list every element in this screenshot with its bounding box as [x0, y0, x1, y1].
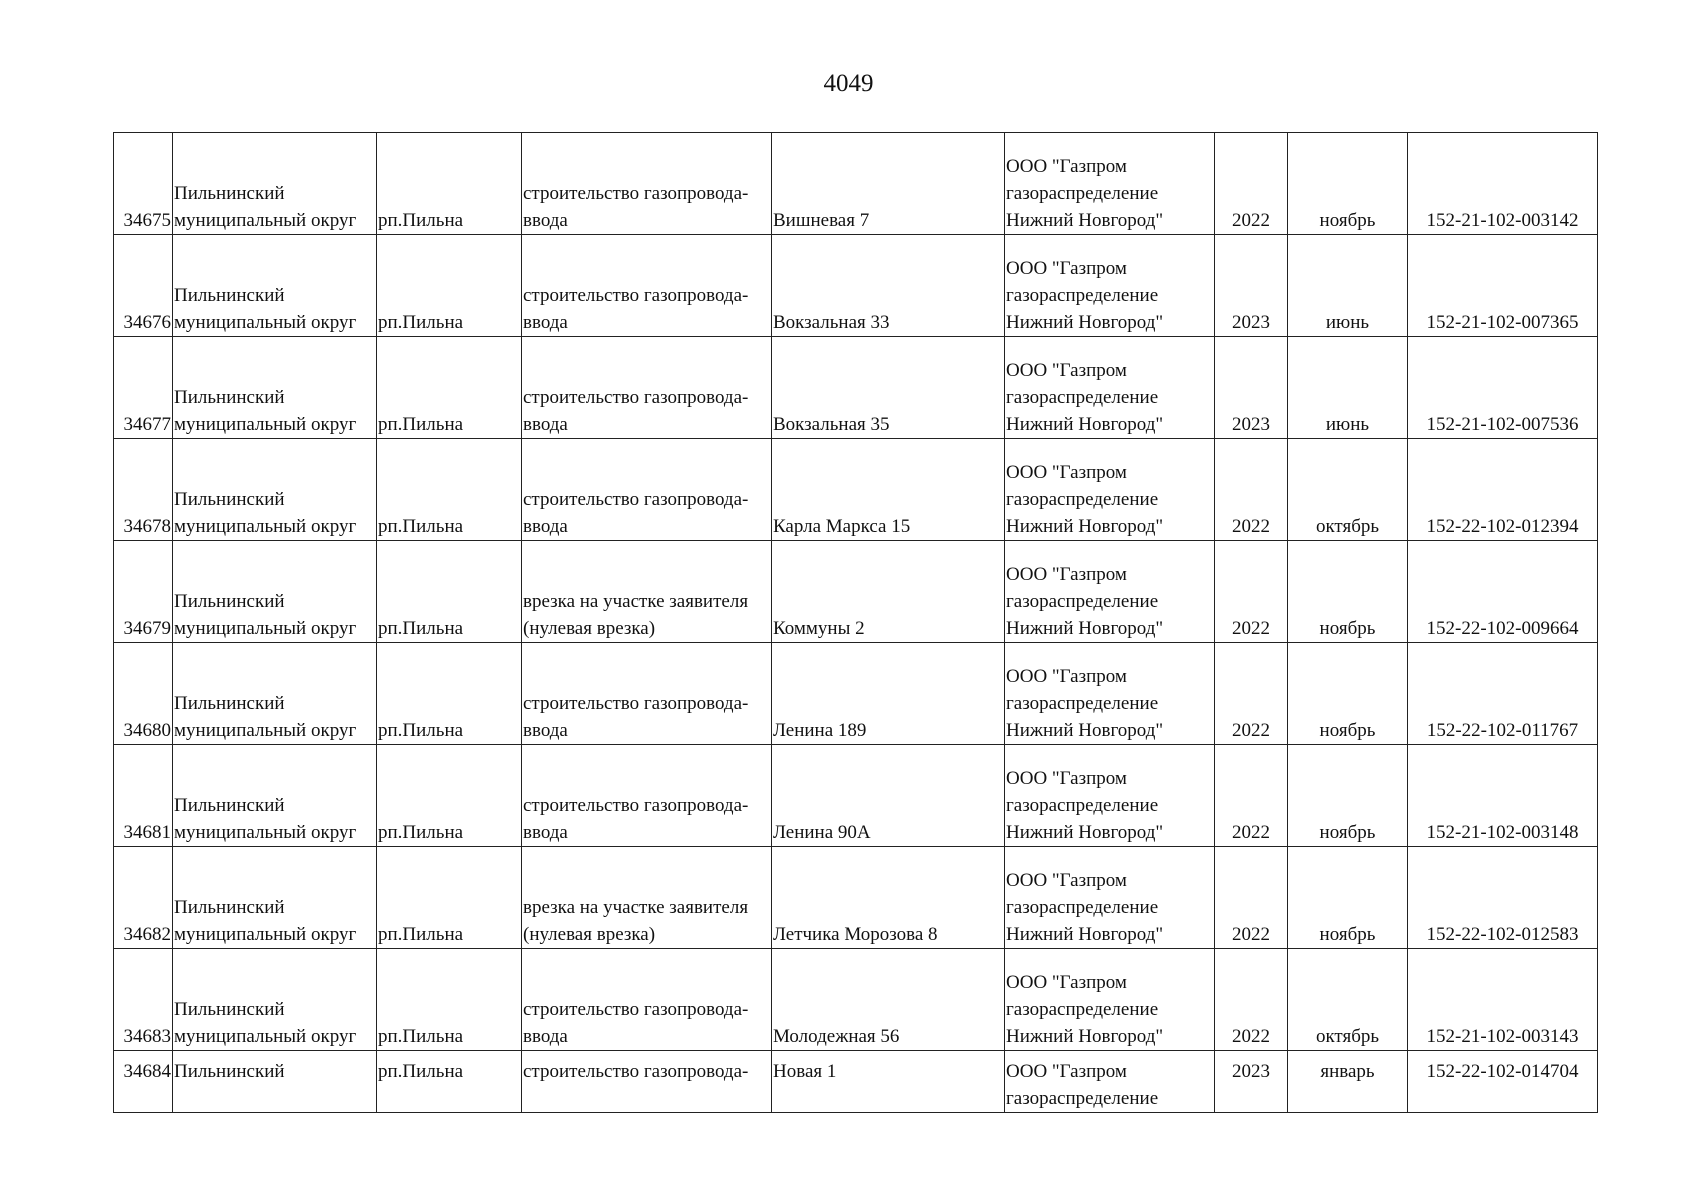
code-cell: 152-22-102-009664	[1408, 541, 1598, 643]
table-row	[114, 235, 1598, 337]
year-cell: 2023	[1215, 235, 1288, 337]
year-cell: 2022	[1215, 847, 1288, 949]
organization-cell	[1005, 133, 1215, 235]
district-cell	[173, 847, 377, 949]
district-cell-line: Пильнинский	[174, 285, 285, 306]
organization-cell	[1005, 541, 1215, 643]
organization-cell-line: ООО "Газпром	[1006, 972, 1127, 993]
table-row	[114, 541, 1598, 643]
address-cell: Вишневая 7	[772, 133, 1005, 235]
work-type-cell-line: ввода	[523, 1026, 568, 1047]
code-cell: 152-22-102-012394	[1408, 439, 1598, 541]
organization-cell-line: газораспределение	[1006, 489, 1159, 510]
district-cell-line: Пильнинский	[174, 387, 285, 408]
row-number: 34679	[114, 541, 173, 643]
row-number: 34680	[114, 643, 173, 745]
address-cell: Летчика Морозова 8	[772, 847, 1005, 949]
table-row	[114, 439, 1598, 541]
work-type-cell-line: строительство газопровода-	[523, 387, 749, 408]
organization-cell-line: Нижний Новгород"	[1006, 822, 1164, 843]
row-number: 34681	[114, 745, 173, 847]
district-cell-line: Пильнинский	[174, 795, 285, 816]
organization-cell	[1005, 1051, 1215, 1113]
work-type-cell-line: строительство газопровода-	[523, 285, 749, 306]
organization-cell	[1005, 235, 1215, 337]
town-cell: рп.Пильна	[377, 949, 522, 1051]
district-cell-line: муниципальный округ	[174, 312, 357, 333]
month-cell: октябрь	[1288, 949, 1408, 1051]
district-cell-line: муниципальный округ	[174, 720, 357, 741]
work-type-cell-line: ввода	[523, 414, 568, 435]
address-cell: Карла Маркса 15	[772, 439, 1005, 541]
organization-cell-line: Нижний Новгород"	[1006, 720, 1164, 741]
code-cell: 152-21-102-007365	[1408, 235, 1598, 337]
work-type-cell	[522, 1051, 772, 1113]
month-cell: ноябрь	[1288, 133, 1408, 235]
organization-cell-line: ООО "Газпром	[1006, 666, 1127, 687]
district-cell	[173, 1051, 377, 1113]
work-type-cell-line: врезка на участке заявителя	[523, 591, 749, 612]
organization-cell-line: газораспределение	[1006, 183, 1159, 204]
organization-cell-line: Нижний Новгород"	[1006, 312, 1164, 333]
year-cell: 2022	[1215, 949, 1288, 1051]
address-cell: Вокзальная 35	[772, 337, 1005, 439]
organization-cell-line: газораспределение	[1006, 591, 1159, 612]
town-cell: рп.Пильна	[377, 235, 522, 337]
page-number: 4049	[823, 70, 874, 97]
register-table	[113, 132, 1598, 1113]
district-cell	[173, 643, 377, 745]
work-type-cell	[522, 847, 772, 949]
district-cell-line: Пильнинский	[174, 897, 285, 918]
work-type-cell-line: строительство газопровода-	[523, 1061, 749, 1082]
organization-cell	[1005, 745, 1215, 847]
table-row	[114, 745, 1598, 847]
work-type-cell	[522, 949, 772, 1051]
work-type-cell-line: строительство газопровода-	[523, 795, 749, 816]
year-cell: 2022	[1215, 541, 1288, 643]
table-row	[114, 847, 1598, 949]
address-cell: Ленина 189	[772, 643, 1005, 745]
district-cell-line: Пильнинский	[174, 183, 285, 204]
district-cell-line: муниципальный округ	[174, 516, 357, 537]
work-type-cell-line: ввода	[523, 822, 568, 843]
code-cell: 152-22-102-012583	[1408, 847, 1598, 949]
town-cell: рп.Пильна	[377, 133, 522, 235]
work-type-cell-line: (нулевая врезка)	[523, 618, 656, 639]
district-cell	[173, 439, 377, 541]
district-cell-line: муниципальный округ	[174, 414, 357, 435]
organization-cell-line: газораспределение	[1006, 387, 1159, 408]
work-type-cell	[522, 643, 772, 745]
district-cell-line: Пильнинский	[174, 1061, 285, 1082]
organization-cell-line: газораспределение	[1006, 795, 1159, 816]
register-body	[114, 133, 1598, 1113]
row-number: 34677	[114, 337, 173, 439]
address-cell: Вокзальная 33	[772, 235, 1005, 337]
month-cell: ноябрь	[1288, 541, 1408, 643]
address-cell: Ленина 90А	[772, 745, 1005, 847]
district-cell	[173, 745, 377, 847]
district-cell	[173, 337, 377, 439]
code-cell: 152-21-102-003143	[1408, 949, 1598, 1051]
organization-cell-line: газораспределение	[1006, 999, 1159, 1020]
work-type-cell	[522, 133, 772, 235]
code-cell: 152-21-102-003142	[1408, 133, 1598, 235]
organization-cell	[1005, 643, 1215, 745]
district-cell-line: Пильнинский	[174, 489, 285, 510]
year-cell: 2023	[1215, 1051, 1288, 1113]
row-number: 34683	[114, 949, 173, 1051]
organization-cell-line: газораспределение	[1006, 285, 1159, 306]
address-cell: Коммуны 2	[772, 541, 1005, 643]
district-cell-line: муниципальный округ	[174, 618, 357, 639]
district-cell-line: муниципальный округ	[174, 822, 357, 843]
district-cell-line: муниципальный округ	[174, 924, 357, 945]
table-row	[114, 643, 1598, 745]
organization-cell-line: газораспределение	[1006, 693, 1159, 714]
organization-cell-line: газораспределение	[1006, 1088, 1159, 1109]
month-cell: январь	[1288, 1051, 1408, 1113]
organization-cell-line: ООО "Газпром	[1006, 156, 1127, 177]
work-type-cell	[522, 745, 772, 847]
table-row	[114, 133, 1598, 235]
organization-cell	[1005, 949, 1215, 1051]
district-cell	[173, 133, 377, 235]
month-cell: июнь	[1288, 337, 1408, 439]
code-cell: 152-21-102-007536	[1408, 337, 1598, 439]
work-type-cell-line: ввода	[523, 312, 568, 333]
organization-cell-line: ООО "Газпром	[1006, 1061, 1127, 1082]
work-type-cell-line: ввода	[523, 210, 568, 231]
year-cell: 2022	[1215, 439, 1288, 541]
work-type-cell-line: строительство газопровода-	[523, 489, 749, 510]
row-number: 34675	[114, 133, 173, 235]
work-type-cell-line: строительство газопровода-	[523, 693, 749, 714]
row-number: 34678	[114, 439, 173, 541]
month-cell: ноябрь	[1288, 745, 1408, 847]
town-cell: рп.Пильна	[377, 337, 522, 439]
organization-cell-line: Нижний Новгород"	[1006, 210, 1164, 231]
organization-cell-line: Нижний Новгород"	[1006, 1026, 1164, 1047]
town-cell: рп.Пильна	[377, 745, 522, 847]
month-cell: ноябрь	[1288, 643, 1408, 745]
district-cell-line: Пильнинский	[174, 693, 285, 714]
district-cell-line: Пильнинский	[174, 591, 285, 612]
organization-cell-line: ООО "Газпром	[1006, 360, 1127, 381]
organization-cell	[1005, 439, 1215, 541]
work-type-cell-line: ввода	[523, 516, 568, 537]
district-cell	[173, 235, 377, 337]
town-cell: рп.Пильна	[377, 1051, 522, 1113]
address-cell: Новая 1	[772, 1051, 1005, 1113]
district-cell	[173, 541, 377, 643]
table-row	[114, 337, 1598, 439]
organization-cell-line: Нижний Новгород"	[1006, 516, 1164, 537]
organization-cell-line: Нижний Новгород"	[1006, 924, 1164, 945]
code-cell: 152-22-102-014704	[1408, 1051, 1598, 1113]
town-cell: рп.Пильна	[377, 541, 522, 643]
district-cell-line: Пильнинский	[174, 999, 285, 1020]
work-type-cell-line: строительство газопровода-	[523, 183, 749, 204]
district-cell-line: муниципальный округ	[174, 1026, 357, 1047]
year-cell: 2022	[1215, 643, 1288, 745]
work-type-cell-line: врезка на участке заявителя	[523, 897, 749, 918]
year-cell: 2022	[1215, 745, 1288, 847]
work-type-cell	[522, 439, 772, 541]
district-cell	[173, 949, 377, 1051]
organization-cell	[1005, 847, 1215, 949]
work-type-cell-line: строительство газопровода-	[523, 999, 749, 1020]
row-number: 34676	[114, 235, 173, 337]
organization-cell-line: Нижний Новгород"	[1006, 414, 1164, 435]
table-row	[114, 1051, 1598, 1113]
month-cell: октябрь	[1288, 439, 1408, 541]
organization-cell-line: ООО "Газпром	[1006, 564, 1127, 585]
work-type-cell	[522, 337, 772, 439]
organization-cell-line: Нижний Новгород"	[1006, 618, 1164, 639]
month-cell: ноябрь	[1288, 847, 1408, 949]
organization-cell-line: ООО "Газпром	[1006, 462, 1127, 483]
organization-cell	[1005, 337, 1215, 439]
town-cell: рп.Пильна	[377, 643, 522, 745]
year-cell: 2023	[1215, 337, 1288, 439]
code-cell: 152-22-102-011767	[1408, 643, 1598, 745]
work-type-cell-line: ввода	[523, 720, 568, 741]
district-cell-line: муниципальный округ	[174, 210, 357, 231]
work-type-cell-line: (нулевая врезка)	[523, 924, 656, 945]
work-type-cell	[522, 541, 772, 643]
organization-cell-line: ООО "Газпром	[1006, 870, 1127, 891]
row-number: 34684	[114, 1051, 173, 1113]
address-cell: Молодежная 56	[772, 949, 1005, 1051]
year-cell: 2022	[1215, 133, 1288, 235]
organization-cell-line: ООО "Газпром	[1006, 258, 1127, 279]
organization-cell-line: ООО "Газпром	[1006, 768, 1127, 789]
work-type-cell	[522, 235, 772, 337]
month-cell: июнь	[1288, 235, 1408, 337]
code-cell: 152-21-102-003148	[1408, 745, 1598, 847]
row-number: 34682	[114, 847, 173, 949]
town-cell: рп.Пильна	[377, 847, 522, 949]
town-cell: рп.Пильна	[377, 439, 522, 541]
organization-cell-line: газораспределение	[1006, 897, 1159, 918]
table-row	[114, 949, 1598, 1051]
